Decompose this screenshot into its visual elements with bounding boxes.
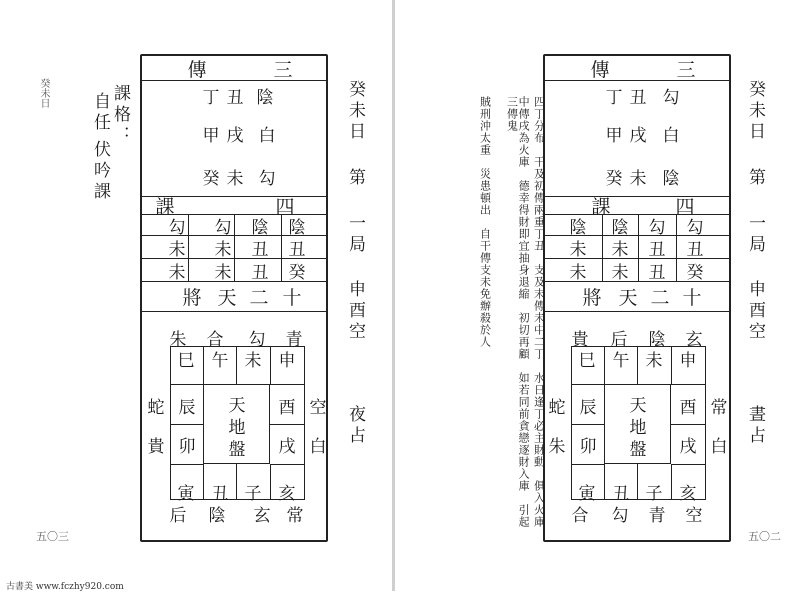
ke-r1-c1: 勾 [168, 217, 186, 238]
branch-chou: 丑 [211, 483, 229, 504]
footer-watermark: 古書美 www.fczhy920.com [6, 582, 124, 592]
ke-r1-c4: 陰 [288, 217, 306, 238]
divider [188, 214, 189, 281]
right-god-1: 空 [309, 397, 327, 418]
r-ke-r2-c2: 未 [611, 239, 629, 260]
r-right-god-2: 白 [710, 436, 728, 457]
jiang-3: 二 [249, 286, 269, 309]
r-branch-zi: 子 [645, 483, 663, 504]
chuan1-c: 陰 [256, 87, 274, 108]
divider [203, 464, 204, 500]
r-ke-r1-c1: 陰 [569, 217, 587, 238]
r-ke-r3-c4: 癸 [686, 262, 704, 283]
left-zhan: 夜占 [345, 405, 365, 447]
r-top-god-4: 玄 [685, 329, 703, 350]
divider [140, 80, 328, 81]
divider [571, 464, 604, 465]
note-col-2: 中傳戌為火庫 德幸得財即宜抽身退縮 初切再顧 如若同前貪戀逐財入庫 引起三傳鬼 [505, 96, 531, 528]
divider [270, 424, 305, 425]
jiang-4: 十 [282, 286, 302, 309]
r-jiang-3: 二 [650, 286, 670, 309]
r-chuan-title-a: 傳 [590, 58, 610, 81]
r-ke-r3-c2: 未 [611, 262, 629, 283]
r-branch-shen: 申 [679, 350, 697, 371]
r-ke-r1-c3: 勾 [648, 217, 666, 238]
r-branch-hai: 亥 [679, 483, 697, 504]
divider [671, 464, 672, 500]
r-branch-chen: 辰 [579, 397, 597, 418]
divider [170, 424, 203, 425]
left-god-1: 蛇 [147, 397, 165, 418]
r-branch-xu: 戌 [679, 436, 697, 457]
ke-r3-c1: 未 [168, 262, 186, 283]
r-ke-r3-c1: 未 [569, 262, 587, 283]
r-chuan2-b: 戌 [629, 125, 647, 146]
r-jiang-4: 十 [682, 286, 702, 309]
divider [571, 424, 604, 425]
ke-title-b: 四 [275, 195, 295, 218]
ke-ge-label: 課格： [110, 84, 130, 147]
center-1: 天 [228, 395, 246, 416]
branch-shen: 申 [278, 350, 296, 371]
right-page-number: 五〇二 [748, 530, 781, 543]
bottom-god-3: 玄 [253, 505, 271, 526]
r-branch-you: 酉 [679, 397, 697, 418]
branch-wu: 午 [211, 350, 229, 371]
book-gutter [392, 0, 395, 591]
branch-si: 巳 [177, 350, 195, 371]
right-ju: 一局 [745, 214, 765, 256]
divider [281, 214, 282, 281]
top-god-2: 合 [206, 329, 224, 350]
r-chuan3-a: 癸 [605, 168, 623, 189]
r-ke-r3-c3: 丑 [648, 262, 666, 283]
chuan2-c: 白 [258, 125, 276, 146]
r-ke-title-b: 四 [675, 195, 695, 218]
r-jiang-1: 將 [582, 286, 602, 309]
divider [236, 346, 237, 384]
jiang-2: 天 [217, 286, 237, 309]
r-branch-si: 巳 [578, 350, 596, 371]
r-branch-wei: 未 [645, 350, 663, 371]
left-kong: 申酉空 [345, 280, 365, 343]
ke-r3-c3: 丑 [251, 262, 269, 283]
ke-r1-c2: 勾 [214, 217, 232, 238]
r-bottom-god-3: 青 [648, 505, 666, 526]
branch-hai: 亥 [278, 483, 296, 504]
note-col-3: 賊刑沖太重 災患頓出 自干傳支未免辦殺於人 [478, 96, 492, 348]
r-ke-r1-c4: 勾 [686, 217, 704, 238]
class-fuyin: 伏吟課 [90, 140, 110, 203]
center-2: 地 [228, 417, 246, 438]
branch-chen: 辰 [178, 397, 196, 418]
bottom-god-2: 陰 [208, 505, 226, 526]
divider [236, 464, 237, 500]
r-branch-wu: 午 [612, 350, 630, 371]
divider [170, 384, 203, 385]
top-god-4: 青 [285, 329, 303, 350]
chuan3-c: 勾 [258, 168, 276, 189]
divider [270, 384, 305, 385]
branch-zi: 子 [244, 483, 262, 504]
r-ke-r2-c1: 未 [569, 239, 587, 260]
bottom-god-4: 常 [286, 505, 304, 526]
r-chuan3-b: 未 [629, 168, 647, 189]
right-di: 第 [745, 168, 765, 185]
ke-r3-c4: 癸 [288, 262, 306, 283]
divider [671, 464, 706, 465]
top-god-3: 勾 [248, 329, 266, 350]
divider [676, 214, 677, 281]
divider [637, 346, 638, 384]
divider [638, 214, 639, 281]
ke-r2-c3: 丑 [251, 239, 269, 260]
chuan2-b: 戌 [226, 125, 244, 146]
r-branch-mao: 卯 [579, 436, 597, 457]
jiang-1: 將 [182, 286, 202, 309]
divider [604, 464, 605, 500]
ke-r2-c4: 丑 [288, 239, 306, 260]
r-chuan1-c: 勾 [662, 87, 680, 108]
branch-wei: 未 [244, 350, 262, 371]
r-left-god-1: 蛇 [548, 397, 566, 418]
r-center-3: 盤 [629, 439, 647, 460]
chuan3-a: 癸 [202, 168, 220, 189]
chuan1-b: 丑 [226, 87, 244, 108]
r-ke-r2-c3: 丑 [648, 239, 666, 260]
class-ziren: 自任 [90, 92, 110, 134]
divider [203, 346, 204, 384]
chuan3-b: 未 [226, 168, 244, 189]
r-chuan1-b: 丑 [629, 87, 647, 108]
divider [671, 384, 706, 385]
right-kong: 申酉空 [745, 280, 765, 343]
ke-r3-c2: 未 [214, 262, 232, 283]
r-bottom-god-4: 空 [685, 505, 703, 526]
r-bottom-god-1: 合 [571, 505, 589, 526]
divider [170, 464, 203, 465]
ke-r2-c2: 未 [214, 239, 232, 260]
chuan-title-a: 傳 [187, 58, 207, 81]
bottom-god-1: 后 [169, 505, 187, 526]
r-ke-r2-c4: 丑 [686, 239, 704, 260]
divider [543, 311, 731, 312]
right-god-2: 白 [309, 436, 327, 457]
r-top-god-2: 后 [610, 329, 628, 350]
chuan1-a: 丁 [202, 87, 220, 108]
left-di: 第 [345, 168, 365, 185]
left-page-number: 五〇三 [36, 530, 69, 543]
branch-yin: 寅 [177, 483, 195, 504]
chuan2-a: 甲 [202, 125, 220, 146]
note-col-1: 四丁分布 干及初傳兩重丁丑 支及末傳未中二丁 水日逢丁必主財動 俱入火庫 [532, 96, 546, 528]
left-margin-mark: 癸未日 [38, 78, 49, 108]
divider [604, 346, 605, 384]
top-god-1: 朱 [169, 329, 187, 350]
r-jiang-2: 天 [618, 286, 638, 309]
branch-mao: 卯 [178, 436, 196, 457]
right-zhan: 晝占 [745, 405, 765, 447]
divider [543, 196, 731, 197]
r-center-1: 天 [629, 395, 647, 416]
r-right-god-1: 常 [710, 397, 728, 418]
r-bottom-god-2: 勾 [611, 505, 629, 526]
divider [234, 214, 235, 281]
ke-r2-c1: 未 [168, 239, 186, 260]
divider [140, 311, 328, 312]
ke-r1-c3: 陰 [251, 217, 269, 238]
r-branch-yin: 寅 [578, 483, 596, 504]
r-chuan2-a: 甲 [605, 125, 623, 146]
divider [571, 384, 604, 385]
r-branch-chou: 丑 [612, 483, 630, 504]
r-center-2: 地 [629, 417, 647, 438]
r-left-god-2: 朱 [548, 436, 566, 457]
divider [270, 346, 271, 384]
left-god-2: 貴 [147, 436, 165, 457]
center-3: 盤 [228, 439, 246, 460]
divider [270, 464, 305, 465]
right-day-label: 癸未日 [745, 80, 765, 143]
r-top-god-1: 貴 [571, 329, 589, 350]
ke-title-a: 課 [155, 195, 175, 218]
branch-xu: 戌 [278, 436, 296, 457]
r-top-god-3: 陰 [648, 329, 666, 350]
chuan-title-b: 三 [273, 58, 293, 81]
divider [602, 214, 603, 281]
branch-you: 酉 [278, 397, 296, 418]
divider [671, 346, 672, 384]
r-chuan-title-b: 三 [676, 58, 696, 81]
divider [671, 424, 706, 425]
divider [637, 464, 638, 500]
r-chuan2-c: 白 [662, 125, 680, 146]
divider [543, 80, 731, 81]
r-ke-r1-c2: 陰 [611, 217, 629, 238]
divider [270, 464, 271, 500]
r-chuan3-c: 陰 [662, 168, 680, 189]
left-day-label: 癸未日 [345, 80, 365, 143]
r-ke-title-a: 課 [591, 195, 611, 218]
left-ju: 一局 [345, 214, 365, 256]
r-chuan1-a: 丁 [605, 87, 623, 108]
